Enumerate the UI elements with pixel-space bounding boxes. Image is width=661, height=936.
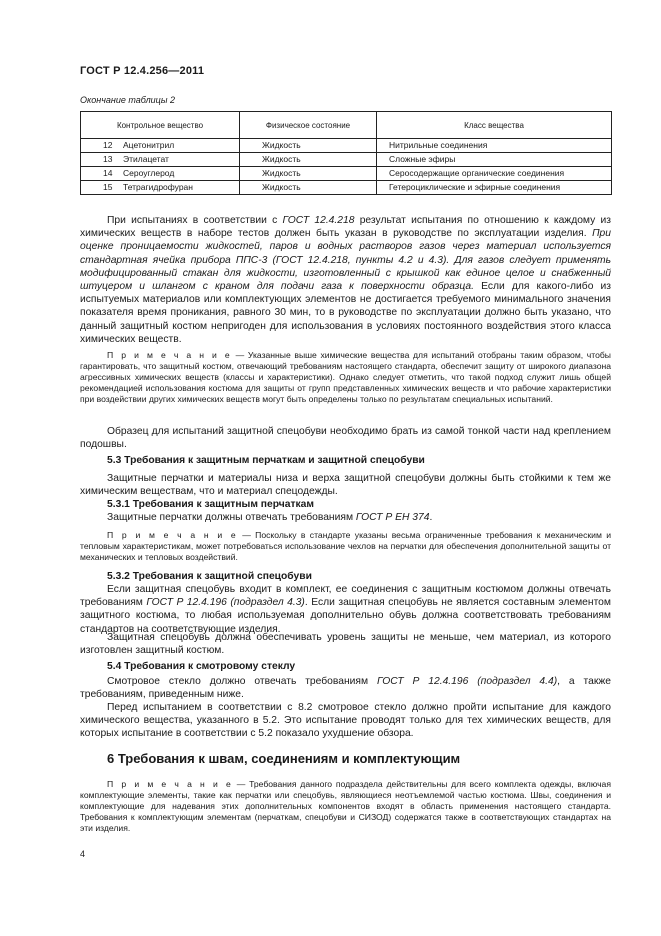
paragraph-visor — [80, 675, 611, 701]
text-run: При испытаниях в соответствии с — [107, 215, 283, 226]
paragraph-text: Защитная спецобувь должна обеспечивать уровень защиты не меньше, чем материал, из которого изготовлен защитный костюм. — [80, 632, 611, 657]
note-chemicals — [80, 350, 611, 405]
document-header: ГОСТ Р 12.4.256—2011 — [80, 65, 205, 77]
section-heading-5-3 — [80, 454, 611, 467]
table-header-row — [81, 112, 612, 139]
state-cell: Жидкость — [240, 167, 377, 181]
section-heading-5-3-2 — [80, 570, 611, 583]
class-cell: Нитрильные соединения — [377, 139, 612, 153]
heading-text: 5.3 Требования к защитным перчаткам и защитной спецобуви — [107, 455, 425, 466]
heading-text: 6 Требования к швам, соединениям и комплектующим — [107, 751, 461, 766]
substance-name: Ацетонитрил — [123, 140, 175, 150]
row-number: 13 — [103, 154, 113, 164]
section-heading-6 — [80, 751, 611, 767]
substance-cell — [81, 181, 240, 195]
standard-reference: ГОСТ Р ЕН 374 — [355, 512, 430, 523]
standard-reference: ГОСТ Р 12.4.196 (подраздел 4.4) — [376, 676, 558, 687]
text-run: Смотровое стекло должно отвечать требованиям — [107, 676, 377, 687]
note-label: П р и м е ч а н и е — [107, 350, 232, 360]
note-label: П р и м е ч а н и е — [107, 530, 238, 540]
substance-cell — [81, 139, 240, 153]
text-run: Защитные перчатки должны отвечать требованиям — [107, 512, 356, 523]
text-run: . Если защитная спецобувь не является составным элементом защитного костюма, то любая используемая дополнительно обувь должна соответствовать требованиям стандартов на соответствующие изделия. — [80, 597, 611, 635]
substance-cell — [81, 153, 240, 167]
text-run: , а также требованиям, приведенным ниже. — [80, 676, 611, 701]
state-cell: Жидкость — [240, 139, 377, 153]
table-caption: Окончание таблицы 2 — [80, 95, 175, 105]
paragraph-text: Перед испытанием в соответствии с 8.2 смотровое стекло должно пройти испытание для каждого химического вещества, указанного в 5.2. Это испытание проводят только для тех химических веществ, для которых испытание в соответствии с 5.2 показало ухудшение обзора. — [80, 702, 611, 740]
text-run: Если защитная спецобувь входит в комплект, ее соединения с защитным костюмом должны отвечать требованиям — [80, 584, 611, 609]
italic-text: При оценке проницаемости жидкостей, паров и водных растворов газов через материал используется стандартная ячейка прибора ППС-3 (ГОСТ 12.4.218, пункты 4.2 и 4.3). Для газов следует применять модифицированный стакан для жидкости, изготовленный с крышкой как единое целое и снабженный штуцером и шлангом с краном для подачи газа к поверхности образца. — [80, 228, 611, 293]
standard-reference: ГОСТ 12.4.218 — [282, 215, 355, 226]
state-cell: Жидкость — [240, 153, 377, 167]
paragraph-text: Образец для испытаний защитной спецобуви необходимо брать из самой тонкой части над креплением подошвы. — [80, 426, 611, 451]
class-cell: Сложные эфиры — [377, 153, 612, 167]
state-cell: Жидкость — [240, 181, 377, 195]
paragraph-footwear-connection — [80, 583, 611, 636]
row-number: 14 — [103, 168, 113, 178]
note-seams — [80, 779, 611, 834]
class-cell: Серосодержащие органические соединения — [377, 167, 612, 181]
section-heading-5-4 — [80, 660, 611, 673]
heading-text: 5.3.1 Требования к защитным перчаткам — [107, 499, 315, 510]
table-row — [81, 167, 612, 181]
class-cell: Гетероциклические и эфирные соединения — [377, 181, 612, 195]
text-run: результат испытания по отношению к каждому из химических веществ в наборе тестов должен быть указан в руководстве по эксплуатации изделия. — [80, 215, 611, 240]
note-text: — Указанные выше химические вещества для испытаний отобраны таким образом, чтобы гарантировать, что защитный костюм, отвечающий требованиям настоящего стандарта, обеспечит защиту от широкого диапазона агрессивных химических веществ (классы и характеристики). Однако следует отметить, что такой подход служит лишь общей рекомендацией использования костюма для защиты от групп представленных химических веществ и что рабочие характеристики при воздействии других химических веществ могут быть определены только по результатам специальных испытаний. — [80, 350, 611, 405]
heading-text: 5.3.2 Требования к защитной спецобуви — [107, 571, 312, 582]
paragraph-test-results — [80, 214, 611, 346]
substance-name: Тетрагидрофуран — [123, 182, 193, 192]
column-header: Физическое состояние — [240, 112, 377, 139]
substance-cell — [81, 167, 240, 181]
text-run: Если для какого-либо из испытуемых материалов или комплектующих элементов не достигается требуемого минимального значения показателя время проникания, равного 30 мин, то в руководстве по эксплуатации должно быть указано, что данный защитный костюм непригоден для использования в условиях постоянного воздействия этого класса химических веществ. — [80, 281, 612, 345]
note-text: — Требования данного подраздела действительны для всего комплекта одежды, включая комплектующие элементы, такие как перчатки или спецобувь, являющиеся неотъемлемой частью костюма. Швы, соединения и комплектующие для надевания этих дополнительных компонентов входят в область применения настоящего стандарта. Требования к комплектующим элементам (перчаткам, спецобуви и СИЗОД) содержатся также в соответствующих стандартах на эти изделия. — [80, 779, 611, 834]
paragraph-gloves-standard — [80, 511, 611, 524]
substances-table — [80, 111, 612, 195]
row-number: 12 — [103, 140, 113, 150]
standard-reference: ГОСТ Р 12.4.196 (подраздел 4.3) — [146, 597, 305, 609]
text-run: . — [429, 512, 433, 523]
table-row — [81, 139, 612, 153]
paragraph-gloves-materials — [80, 472, 611, 498]
paragraph-footwear-protection — [80, 631, 611, 657]
substance-name: Сероуглерод — [123, 168, 175, 178]
heading-text: 5.4 Требования к смотровому стеклу — [107, 661, 296, 672]
substance-name: Этилацетат — [123, 154, 169, 164]
table-row — [81, 153, 612, 167]
paragraph-footwear-sample — [80, 425, 611, 451]
column-header: Контрольное вещество — [81, 112, 240, 139]
note-text: — Поскольку в стандарте указаны весьма ограниченные требования к механическим и тепловым характеристикам, может потребоваться использование чехлов на перчатки для обеспечения дополнительной защиты от механических и тепловых воздействий. — [80, 530, 611, 563]
paragraph-visor-test — [80, 701, 611, 741]
note-label: П р и м е ч а н и е — [107, 779, 233, 789]
section-heading-5-3-1 — [80, 498, 611, 511]
note-gloves — [80, 530, 611, 563]
table-row — [81, 181, 612, 195]
column-header: Класс вещества — [377, 112, 612, 139]
row-number: 15 — [103, 182, 113, 192]
page-number: 4 — [80, 849, 86, 859]
paragraph-text: Защитные перчатки и материалы низа и верха защитной спецобуви должны быть стойкими к тем же химическим веществам, что и материал спецодежды. — [80, 473, 611, 498]
